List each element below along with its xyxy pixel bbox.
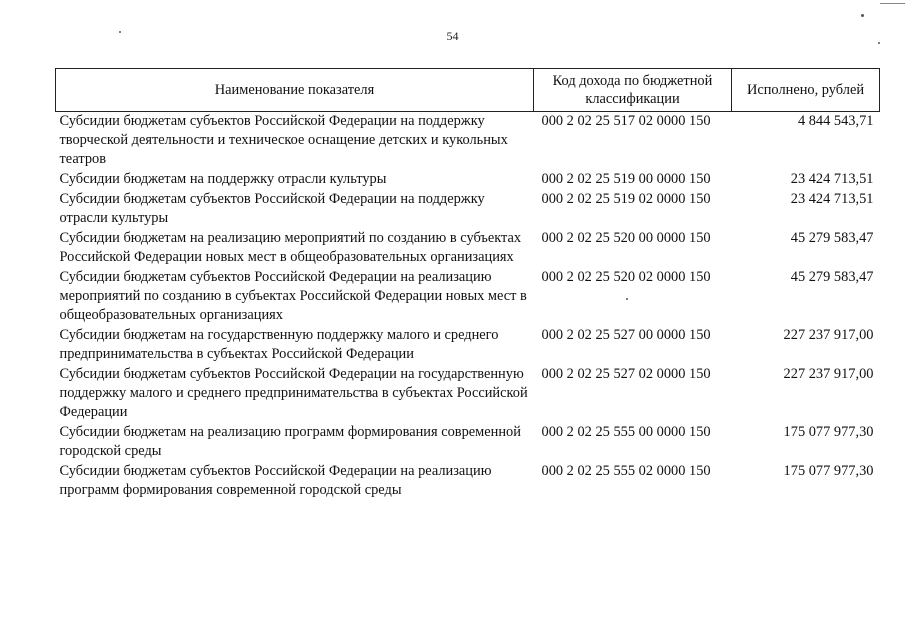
row-name-cell: Субсидии бюджетам субъектов Российской Федерации на поддержку творческой деятельности и техническое оснащение детских и кукольных театров bbox=[59, 113, 508, 167]
table-row bbox=[56, 170, 880, 190]
row-code-cell: 000 2 02 25 519 00 0000 150 bbox=[541, 171, 711, 187]
row-amount-cell: 23 424 713,51 bbox=[790, 191, 874, 207]
table-row bbox=[56, 423, 880, 462]
row-amount-cell: 175 077 977,30 bbox=[783, 424, 874, 440]
row-code-cell: 000 2 02 25 555 00 0000 150 bbox=[541, 424, 711, 440]
row-amount-cell: 227 237 917,00 bbox=[783, 327, 874, 343]
scan-speck bbox=[861, 14, 864, 17]
row-amount-cell: 23 424 713,51 bbox=[790, 171, 874, 187]
row-name-cell: Субсидии бюджетам субъектов Российской Федерации на реализацию мероприятий по созданию в субъектах Российской Федерации новых мест в общеобразовательных организациях bbox=[59, 269, 527, 323]
row-amount-cell: 4 844 543,71 bbox=[797, 113, 874, 129]
row-name-cell: Субсидии бюджетам на поддержку отрасли культуры bbox=[59, 171, 387, 187]
row-amount-cell: 45 279 583,47 bbox=[790, 230, 874, 246]
row-amount-cell: 227 237 917,00 bbox=[783, 366, 874, 382]
row-code-cell: 000 2 02 25 519 02 0000 150 bbox=[541, 191, 711, 207]
row-name-cell: Субсидии бюджетам субъектов Российской Федерации на государственную поддержку малого и среднего предпринимательства в субъектах Российской Федерации bbox=[59, 366, 528, 420]
table-row bbox=[56, 268, 880, 326]
row-name-cell: Субсидии бюджетам на реализацию мероприятий по созданию в субъектах Российской Федерации новых мест в общеобразовательных организациях bbox=[59, 230, 522, 265]
budget-table bbox=[55, 68, 880, 501]
row-code-cell: 000 2 02 25 520 00 0000 150 bbox=[541, 230, 711, 246]
table-row bbox=[56, 190, 880, 229]
budget-table-container bbox=[55, 68, 879, 501]
header-code: Код дохода по бюджетной классификации bbox=[534, 69, 732, 112]
row-code-cell: 000 2 02 25 517 02 0000 150 bbox=[541, 113, 711, 129]
scan-edge-line bbox=[880, 3, 905, 4]
row-amount-cell: 45 279 583,47 bbox=[790, 269, 874, 285]
row-name-cell: Субсидии бюджетам субъектов Российской Федерации на поддержку отрасли культуры bbox=[59, 191, 485, 226]
row-code-cell: 000 2 02 25 527 00 0000 150 bbox=[541, 327, 711, 343]
table-row bbox=[56, 229, 880, 268]
table-row bbox=[56, 326, 880, 365]
row-code-cell: 000 2 02 25 520 02 0000 150 bbox=[541, 269, 711, 285]
table-row bbox=[56, 462, 880, 501]
row-name-cell: Субсидии бюджетам субъектов Российской Федерации на реализацию программ формирования современной городской среды bbox=[59, 463, 492, 498]
table-body bbox=[56, 112, 880, 502]
row-name-cell: Субсидии бюджетам на реализацию программ формирования современной городской среды bbox=[59, 424, 521, 459]
header-amount: Исполнено, рублей bbox=[732, 69, 880, 112]
row-code-cell: 000 2 02 25 527 02 0000 150 bbox=[541, 366, 711, 382]
row-name-cell: Субсидии бюджетам на государственную поддержку малого и среднего предпринимательства в субъектах Российской Федерации bbox=[59, 327, 499, 362]
table-row bbox=[56, 112, 880, 171]
table-row bbox=[56, 365, 880, 423]
row-amount-cell: 175 077 977,30 bbox=[783, 463, 874, 479]
page-number: 54 bbox=[446, 29, 459, 43]
header-name: Наименование показателя bbox=[56, 69, 534, 112]
row-code-cell: 000 2 02 25 555 02 0000 150 bbox=[541, 463, 711, 479]
table-header bbox=[56, 69, 880, 112]
